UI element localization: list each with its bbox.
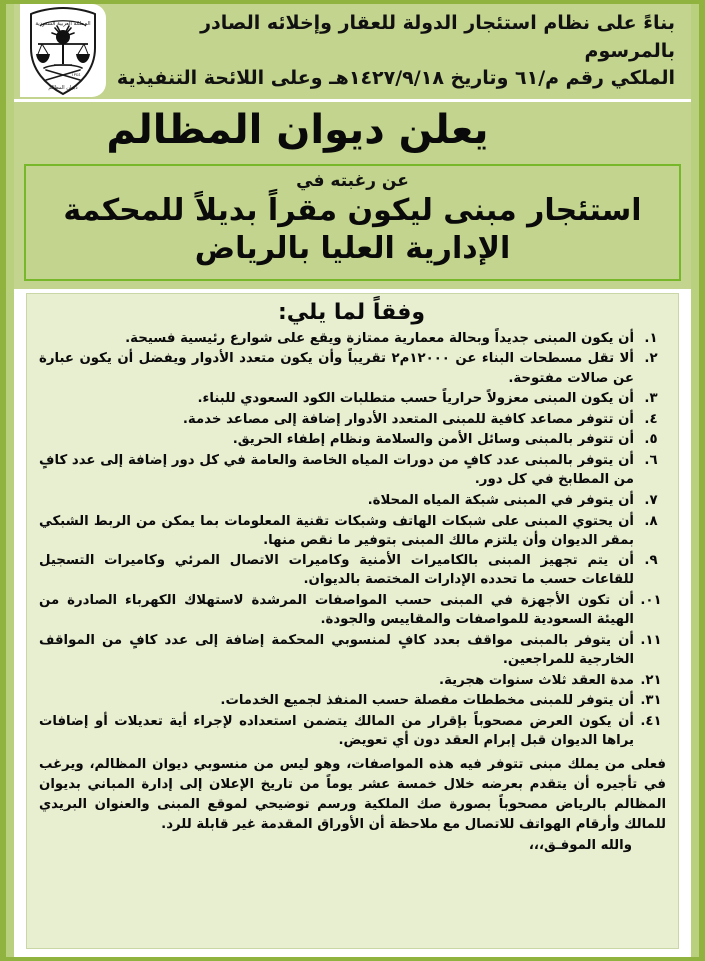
term-item: [37, 349, 666, 387]
subject-line-2: الإدارية العليا بالرياض: [194, 231, 511, 267]
term-text: أن تكون الأجهزة في المبنى حسب المواصفات المرشدة لاستهلاك الكهرباء الصادرة من الهيئة السعودية للمواصفات والمقاييس والجودة.: [39, 593, 634, 628]
subject-box: [24, 164, 681, 281]
term-text: أن يحتوي المبنى على شبكات الهاتف وشبكات تقنية المعلومات بما يمكن من الربط الشبكي بمقر الديوان وأن يلتزم مالك المبنى بتوفير ما نقص منها.: [39, 513, 634, 548]
subtitle-wrap: [14, 164, 691, 289]
decree-line-1: بناءً على نظام استئجار الدولة للعقار وإخلائه الصادر بالمرسوم: [200, 12, 675, 62]
term-text: أن يكون العرض مصحوباً بإقرار من المالك يتضمن استعداده لإجراء أية تعديلات أو إضافات يراها الديوان قبل إبرام العقد دون أي تعويض.: [39, 713, 634, 749]
term-number: ٣.: [644, 391, 658, 407]
decree-reference: [110, 4, 685, 93]
terms-heading: وفقاً لما يلي:: [277, 299, 426, 325]
term-text: أن تتوفر بالمبنى وسائل الأمن والسلامة ونظام إطفاء الحريق.: [232, 432, 634, 448]
term-number: ٧.: [644, 492, 658, 508]
svg-text:ديوان المظالم: ديوان المظالم: [48, 84, 78, 91]
term-item: [37, 631, 666, 669]
term-item: [37, 491, 666, 510]
terms-list: [37, 329, 666, 750]
term-text: أن يكون المبنى جديداً وبحالة معمارية ممتازة ويقع على شوارع رئيسية فسيحة.: [125, 330, 634, 346]
page-inner-frame: [6, 4, 699, 957]
term-text: أن يتوفر في المبنى شبكة المياه المحلاة.: [367, 492, 634, 508]
term-number: ١١.: [640, 632, 662, 648]
term-text: ألا تقل مسطحات البناء عن ١٢٠٠٠م٢ تقريباً وأن يكون متعدد الأدوار ويفضل أن يكون عبارة عن صالات مفتوحة.: [39, 351, 634, 386]
term-text: أن يتم تجهيز المبنى بالكاميرات الأمنية وكاميرات الاتصال المرئي وكاميرات التسجيل للقاعات حسب ما تحدده الإدارات المختصة بالديوان.: [39, 553, 634, 588]
svg-text:١٣٤٤: ١٣٤٤: [71, 71, 81, 77]
svg-text:المملكة العربية السعودية: المملكة العربية السعودية: [35, 20, 91, 27]
term-text: أن تتوفر مصاعد كافية للمبنى المتعدد الأدوار إضافة إلى مصاعد خدمة.: [182, 411, 634, 427]
term-number: ٢.: [644, 351, 658, 367]
term-number: ٩.: [644, 553, 658, 569]
board-of-grievances-emblem-icon: [20, 4, 106, 97]
decree-line-2: الملكي رقم م/٦١ وتاريخ ١٤٢٧/٩/١٨هـ وعلى اللائحة التنفيذية: [116, 67, 675, 90]
term-number: ١.: [644, 330, 658, 346]
terms-panel: [26, 293, 679, 949]
closing-paragraph: [37, 755, 666, 835]
term-text: مدة العقد ثلاث سنوات هجرية.: [439, 672, 634, 688]
term-item: [37, 329, 666, 348]
subject-line-1: استئجار مبنى ليكون مقراً بديلاً للمحكمة: [63, 193, 642, 228]
page-title: يعلن ديوان المظالم: [106, 107, 489, 153]
term-text: أن يتوفر للمبنى مخططات مفصلة حسب المنفذ لجميع الخدمات.: [220, 693, 634, 709]
term-number: ١٢.: [640, 672, 662, 688]
closing-text: فعلى من يملك مبنى تتوفر فيه هذه المواصفات، وهو ليس من منسوبي ديوان المظالم، ويرغب في تأجيره أن يتقدم بعرضه خلال خمسة عشر يوماً من تاريخ الإعلان إلى إدارة المباني بديوان المظالم بالرياض مصحوباً بصورة صك الملكية ورسم توضيحي لموقع المبنى والعنوان البريدي للمالك وأرقام الهواتف للاتصال مع ملاحظة أن الأوراق المقدمة غير قابلة للرد.: [39, 757, 666, 833]
term-item: [37, 591, 666, 629]
term-item: [37, 671, 666, 690]
body-wrap: [14, 289, 691, 957]
term-number: ٤.: [644, 411, 658, 427]
term-item: [37, 451, 666, 489]
term-text: أن يتوفر بالمبنى عدد كافٍ من دورات المياه الخاصة والعامة في كل دور إضافة إلى عدد كافٍ من المطابخ في كل دور.: [39, 453, 634, 488]
header-band: [14, 4, 691, 102]
term-item: [37, 389, 666, 408]
desire-label: عن رغبته في: [296, 171, 409, 191]
announce-band: [14, 102, 691, 164]
term-item: [37, 712, 666, 750]
signoff-text: والله الموفـق،،،: [528, 837, 632, 853]
term-number: ١٠.: [640, 593, 662, 609]
term-number: ٨.: [644, 513, 658, 529]
term-item: [37, 551, 666, 589]
term-text: أن يتوفر بالمبنى مواقف بعدد كافٍ لمنسوبي المحكمة إضافة إلى عدد كافٍ من المواقف الخارجية للمراجعين.: [39, 632, 634, 668]
term-text: أن يكون المبنى معزولاً حرارياً حسب متطلبات الكود السعودي للبناء.: [197, 391, 634, 407]
term-item: [37, 512, 666, 550]
term-item: [37, 691, 666, 710]
term-number: ١٤.: [640, 713, 662, 729]
term-number: ٥.: [644, 432, 658, 448]
term-item: [37, 410, 666, 429]
signoff-row: [37, 836, 666, 856]
term-number: ٦.: [644, 453, 658, 469]
term-item: [37, 430, 666, 449]
term-number: ١٣.: [640, 693, 662, 709]
